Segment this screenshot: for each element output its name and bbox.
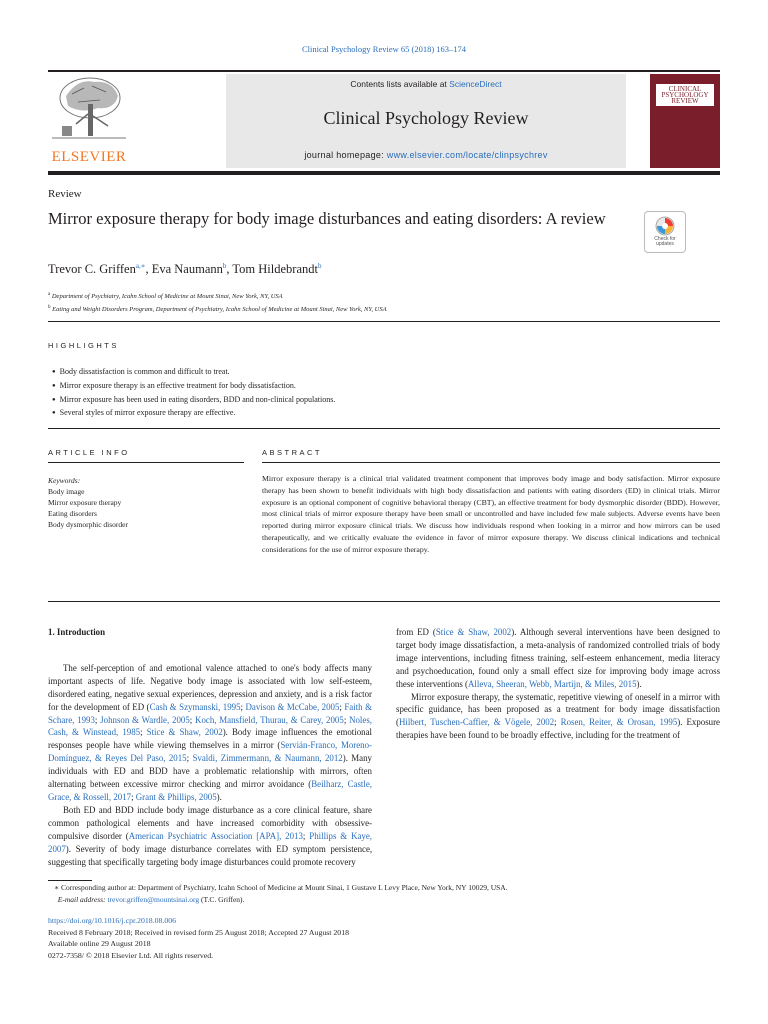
masthead-bottom-rule: [48, 171, 720, 175]
affiliation-text: Eating and Weight Disorders Program, Department of Psychiatry, Icahn School of Medicine at Mount Sinai, New York, NY, USA: [52, 306, 387, 314]
citation-link[interactable]: Phillips & Kaye, 2007: [48, 830, 373, 854]
citation-link[interactable]: Faith & Schare, 1993: [48, 701, 372, 725]
author-affil-marker[interactable]: b: [222, 262, 227, 270]
citation-link[interactable]: Rosen, Reiter, & Orosan, 1995: [560, 717, 678, 728]
homepage-prefix: journal homepage:: [304, 150, 387, 160]
author-affil-marker[interactable]: a,∗: [135, 262, 146, 270]
masthead-top-rule: [48, 70, 720, 72]
affiliations: [48, 289, 387, 315]
citation-link[interactable]: Stice & Shaw, 2002: [435, 627, 512, 637]
highlight-item: ● Body dissatisfaction is common and difficult to treat.: [52, 366, 335, 380]
citation-link[interactable]: Alleva, Sheeran, Webb, Martijn, & Miles, 2015: [468, 678, 637, 689]
affiliation-item: [48, 302, 387, 315]
contents-prefix: Contents lists available at: [350, 79, 450, 89]
section-heading: 1. Introduction: [48, 627, 106, 637]
journal-homepage: [226, 150, 626, 160]
citation-link[interactable]: Beilharz, Castle, Grace, & Rossell, 2017: [48, 779, 372, 802]
body-paragraph: [396, 626, 720, 691]
highlights-list: [52, 366, 335, 421]
abstract-text: Mirror exposure therapy is a clinical trial validated treatment component that improves body image and body satisfaction. Mirror exposure therapy has been shown to benefit individuals with high body dissatisfaction and patients with eating disorders (ED) in clinical trials. Mirror exposure is an optional component of cognitive behavioral therapy (CBT), an effective treatment for body dysmorphic disorder (BDD). However, most clinical trials of mirror exposure therapy have been small or uncontrolled and have included few male subjects. Adverse events have been reported during mirror exposure clinical trials. We discuss how individuals respond when looking in a mirror and how mirrors can be used therapeutically, and we critically evaluate the evidence in favor of mirror exposure therapy. We discuss clinical indications and technical considerations for the use of mirror exposure therapy.: [262, 474, 720, 554]
cover-line: CLINICAL: [668, 85, 702, 93]
journal-masthead: [48, 70, 720, 176]
citation-link[interactable]: Svaldi, Zimmermann, & Naumann, 2012: [192, 753, 343, 764]
elsevier-wordmark: ELSEVIER: [51, 149, 127, 165]
body-text: ).: [636, 678, 642, 689]
highlight-item: ● Mirror exposure has been used in eating disorders, BDD and non-clinical populations.: [52, 394, 335, 408]
divider: [48, 321, 720, 322]
body-text: ). Exposure therapies have been found to be broadly effective, including for the treatment of: [396, 717, 720, 741]
highlight-item: ● Several styles of mirror exposure therapy are effective.: [52, 407, 335, 421]
keywords: [48, 475, 128, 530]
body-text: from ED (: [396, 627, 436, 637]
author-name[interactable]: Tom Hildebrandt: [232, 262, 318, 277]
cover-line: PSYCHOLOGY: [661, 91, 709, 99]
citation-link[interactable]: Grant & Phillips, 2005: [135, 791, 217, 802]
keywords-label: Keywords:: [48, 476, 81, 485]
homepage-link[interactable]: www.elsevier.com/locate/clinpsychrev: [386, 150, 548, 160]
citation-link[interactable]: Hilbert, Tuschen-Caffier, & Vögele, 2002: [398, 717, 555, 728]
body-column-left: [48, 626, 372, 868]
body-paragraph: Both ED and BDD include body image disturbance as a core clinical feature, share common pathological elements and have increased comorbidity with obsessive-compulsive disorder (American Psychiatric Association [APA], 2013; Phillips & Kaye, 2007). Severity of body image disturbance correlates with ED symptom persistence, suggesting that specifically targeting body image disturbances could promote recovery: [48, 804, 373, 867]
email-owner: (T.C. Griffen).: [200, 894, 245, 904]
footnote-text: Corresponding author at: Department of Psychiatry, Icahn School of Medicine at Mount Sinai, 1 Gustave L Levy Place, New York, NY 10029, USA.: [60, 883, 508, 892]
article-type: Review: [48, 188, 82, 200]
affiliation-marker: b: [48, 305, 51, 311]
crossmark-badge[interactable]: [644, 211, 686, 253]
doi-link[interactable]: https://doi.org/10.1016/j.cpr.2018.08.006: [48, 916, 177, 925]
body-text: ). Many individuals with ED and BDD have a problematic relationship with mirrors, often alternating between excessive mirror checking and mirror avoidance (: [48, 753, 372, 790]
keyword-item: Eating disorders: [48, 509, 97, 518]
footnotes: [54, 882, 508, 905]
body-text: ). Although several interventions have been designed to target body image dissatisfaction, a meta-analysis of randomized controlled trials of body image interventions, including fitness training, self-esteem enhancement, media literacy and psychoeducation, found only a small effect size for improving body image across these interventions (: [396, 627, 721, 689]
citation-link[interactable]: Cash & Szymanski, 1995: [149, 701, 241, 712]
body-paragraph: The self-perception of and emotional valence attached to one's body affects many important aspects of life. Negative body image is associated with low self-esteem, disordered eating, negative sexual experiences, depression and anxiety, and is a risk factor for the development of ED (Cash & Szymanski, 1995; Davison & McCabe, 2005; Faith & Schare, 1993; Johnson & Wardle, 2005; Koch, Mansfield, Thurau, & Carey, 2005; Noles, Cash, & Winstead, 1985; Stice & Shaw, 2002). Body image influences the emotional responses people have while viewing themselves in a mirror (Servián-Franco, Moreno-Domínguez, & Reyes Del Paso, 2015; Svaldi, Zimmermann, & Naumann, 2012). Many individuals with ED and BDD have a problematic relationship with mirrors, often alternating between excessive mirror checking and mirror avoidance (Beilharz, Castle, Grace, & Rossell, 2017; Grant & Phillips, 2005).: [48, 662, 373, 802]
citation-link[interactable]: Davison & McCabe, 2005: [245, 701, 340, 712]
corresponding-author-note: [54, 882, 508, 894]
highlight-item: ● Mirror exposure therapy is an effective treatment for body dissatisfaction.: [52, 380, 335, 394]
author-affil-marker[interactable]: b: [317, 262, 322, 270]
journal-citation[interactable]: Clinical Psychology Review 65 (2018) 163–174: [301, 44, 467, 54]
body-paragraph: Mirror exposure therapy, the systematic, repetitive viewing of oneself in a mirror with specific guidance, has been proposed as a treatment for body image dissatisfaction (Hilbert, Tuschen-Caffier, & Vögele, 2002; Rosen, Reiter, & Orosan, 1995). Exposure therapies have been found to be broadly effective, including for the treatment of: [396, 691, 720, 741]
keyword-item: Body image: [48, 487, 85, 496]
journal-title: Clinical Psychology Review: [323, 108, 529, 128]
cover-title-block: [656, 84, 714, 106]
author-name[interactable]: Trevor C. Griffen: [48, 262, 136, 277]
body-text: ). Body image influences the emotional responses people have while viewing themselves in a mirror (: [48, 727, 373, 751]
highlights-heading: HIGHLIGHTS: [48, 341, 119, 350]
copyright: 0272-7358/ © 2018 Elsevier Ltd. All rights reserved.: [48, 950, 214, 960]
crossmark-label: Check for updates: [654, 236, 676, 247]
divider: [48, 428, 720, 429]
masthead-center: [226, 74, 626, 168]
crossmark-icon: [655, 216, 675, 236]
article-info-heading: ARTICLE INFO: [48, 448, 130, 457]
affiliation-marker: a: [48, 292, 51, 297]
citation-link[interactable]: Servián-Franco, Moreno-Domínguez, & Reyes Del Paso, 2015: [48, 740, 372, 764]
publication-info: [48, 915, 349, 961]
citation-link[interactable]: Johnson & Wardle, 2005: [100, 714, 190, 725]
elsevier-logo[interactable]: [48, 74, 130, 168]
email-link[interactable]: trevor.griffen@mountsinai.org: [107, 894, 200, 904]
email-label: E-mail address:: [57, 894, 106, 904]
citation-link[interactable]: Koch, Mansfield, Thurau, & Carey, 2005: [195, 714, 344, 725]
footnote-marker: ∗: [54, 883, 60, 892]
received-dates: Received 8 February 2018; Received in revised form 25 August 2018; Accepted 27 August 2018: [48, 927, 349, 937]
affiliation-item: [48, 289, 387, 302]
contents-available: [226, 79, 626, 89]
body-column-right: [396, 626, 720, 742]
author-name[interactable]: Eva Naumann: [151, 262, 223, 277]
keyword-item: Body dysmorphic disorder: [48, 520, 128, 529]
divider: [48, 601, 720, 602]
body-text: Mirror exposure therapy, the systematic, repetitive viewing of oneself in a mirror with specific guidance, has been proposed as a treatment for body image dissatisfaction (: [396, 691, 720, 728]
body-text: ).: [216, 791, 222, 802]
cover-line: REVIEW: [671, 97, 699, 105]
elsevier-tree-icon: [48, 74, 130, 146]
sciencedirect-link[interactable]: ScienceDirect: [449, 79, 502, 89]
online-date: Available online 29 August 2018: [48, 939, 151, 948]
footnote-rule: [48, 880, 92, 881]
journal-cover-thumbnail[interactable]: [650, 74, 720, 168]
body-text: Both ED and BDD include body image disturbance as a core clinical feature, share common pathological elements and have increased comorbidity with obsessive-compulsive disorder (: [48, 804, 372, 841]
citation-link[interactable]: Noles, Cash, & Winstead, 1985: [48, 714, 373, 738]
divider: [48, 462, 244, 463]
body-text: The self-perception of and emotional valence attached to one's body affects many important aspects of life. Negative body image is associated with low self-esteem, disordered eating, negative sexual experiences, depression and anxiety, and is a risk factor for the development of ED (: [48, 662, 372, 712]
citation-link[interactable]: Stice & Shaw, 2002: [146, 727, 223, 738]
article-title: Mirror exposure therapy for body image disturbances and eating disorders: A review: [48, 209, 606, 228]
keyword-item: Mirror exposure therapy: [48, 498, 122, 507]
affiliation-text: Department of Psychiatry, Icahn School of Medicine at Mount Sinai, New York, NY, USA: [51, 293, 283, 301]
author-list: Trevor C. Griffen$^{a,∗}$, Eva Naumann$^b$, Tom Hildebrandt$^b$: [48, 262, 322, 277]
citation-link[interactable]: American Psychiatric Association [APA], 2013: [128, 830, 303, 841]
email-note: [54, 894, 508, 906]
body-text: ). Severity of body image disturbance correlates with ED symptom persistence, suggesting that specifically targeting body image disturbances could promote recovery: [48, 843, 373, 867]
divider: [262, 462, 720, 463]
abstract-heading: ABSTRACT: [262, 448, 323, 457]
